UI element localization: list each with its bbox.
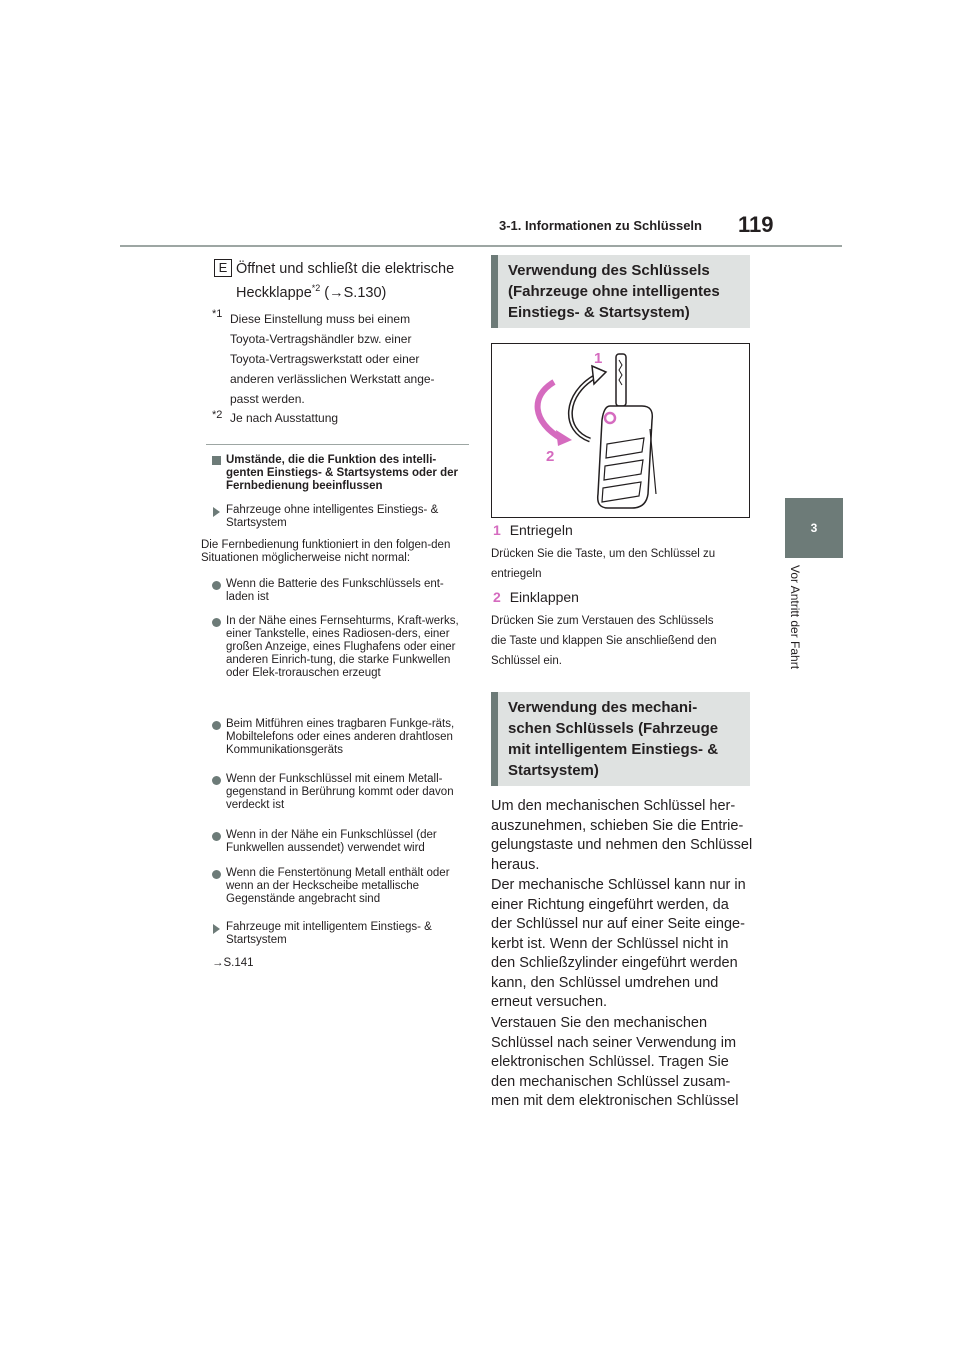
bullet-item: Wenn in der Nähe ein Funkschlüssel (der Funkwellen aussendet) verwendet wird [226, 829, 437, 854]
figure-label-2: 2 [546, 448, 555, 465]
bullet-item: Wenn die Batterie des Funkschlüssels ent-laden ist [226, 578, 444, 603]
step-1: 1 Entriegeln [493, 522, 573, 538]
bullet-icon [212, 870, 221, 879]
fold-arrow-icon [538, 382, 562, 439]
section-title: 3-1. Informationen zu Schlüsseln [499, 218, 702, 233]
paragraph-2: Der mechanische Schlüssel kann nur in einer Richtung eingeführt werden, da der Schlüssel nur auf einer Seite einge-kerbt ist. Wenn der Schlüssel nicht in den Schließzylinder eingeführt werden kann, den Schlüssel umdrehen und erneut versuchen. [491, 877, 746, 1010]
triangle-bullet-icon [213, 924, 220, 934]
bullet-icon [212, 832, 221, 841]
footnote-1: Diese Einstellung muss bei einem Toyota-Vertragshändler bzw. einer Toyota-Vertragswerkstatt oder einer anderen verlässlichen Werkstatt ange- passt werden. [230, 312, 435, 406]
bullet-item: Wenn die Fenstertönung Metall enthält oder wenn an der Heckscheibe metallische Gegenstände angebracht sind [226, 867, 450, 905]
heading-mechanical-key: Verwendung des mechani-schen Schlüssels (Fahrzeuge mit intelligentem Einstiegs- & Startsystem) [491, 692, 750, 786]
triangle-bullet-icon [213, 507, 220, 517]
step-2-desc: Drücken Sie zum Verstauen des Schlüssels die Taste und klappen Sie anschließend den Schlüssel ein. [491, 615, 717, 667]
bullet-icon [212, 776, 221, 785]
page-number: 119 [738, 212, 774, 237]
page-reference: →S.141 [212, 957, 254, 969]
bullet-item: In der Nähe eines Fernsehturms, Kraft-werks, einer Tankstelle, eines Radiosen-ders, einer großen Anzeige, eines Flughafens oder einer anderen Einrich-tung, die starke Funkwellen oder Elek-trorauschen erzeugt [226, 615, 459, 679]
header-rule [120, 245, 842, 247]
bullet-icon [212, 721, 221, 730]
step-1-desc: Drücken Sie die Taste, um den Schlüssel zu entriegeln [491, 548, 716, 580]
item-letter-badge: E [214, 259, 232, 277]
section-divider [206, 444, 469, 445]
item-e-line1: Öffnet und schließt die elektrische [236, 261, 455, 277]
key-fold-illustration [492, 344, 749, 517]
bullet-item: Beim Mitführen eines tragbaren Funkge-räts, Mobiltelefons oder eines anderen drahtlosen Kommunikationsgeräts [226, 718, 455, 756]
heading-key-usage: Verwendung des Schlüssels (Fahrzeuge ohne intelligentes Einstiegs- & Startsystem) [491, 255, 750, 328]
intro-text: Die Fernbedienung funktioniert in den folgen-den Situationen möglicherweise nicht normal: [201, 539, 451, 564]
footnote-2: Je nach Ausstattung [230, 411, 339, 425]
key-blade [616, 354, 626, 406]
bullet-icon [212, 618, 221, 627]
bullet-item: Wenn der Funkschlüssel mit einem Metall-gegenstand in Berührung kommt oder davon verdeckt ist [226, 773, 454, 811]
footnote-mark-1: *1 [212, 308, 223, 320]
paragraph-1: Um den mechanischen Schlüssel her-auszunehmen, schieben Sie die Entrie-gelungstaste und nehmen den Schlüssel heraus. [491, 798, 753, 873]
chapter-tab: 3 [785, 498, 843, 558]
paragraph-3: Verstauen Sie den mechanischen Schlüssel nach seiner Verwendung im elektronischen Schlüssel. Tragen Sie den mechanischen Schlüssel zusam-men mit dem elektronischen Schlüssel [491, 1015, 739, 1109]
chapter-label: Vor Antritt der Fahrt [788, 565, 802, 670]
fold-arrow-head-icon [556, 430, 572, 446]
vehicle-type-2: Fahrzeuge mit intelligentem Einstiegs- & Startsystem [226, 921, 432, 946]
step-2: 2 Einklappen [493, 589, 579, 605]
item-e-line2: Heckklappe$^{*2}$ (→S.130) [236, 283, 387, 301]
bullet-icon [212, 581, 221, 590]
vehicle-type-1: Fahrzeuge ohne intelligentes Einstiegs- & Startsystem [226, 504, 439, 529]
figure-label-1: 1 [594, 350, 603, 367]
footnote-mark-2: *2 [212, 409, 223, 421]
release-button [605, 413, 615, 423]
square-icon [212, 456, 221, 465]
key-figure [491, 343, 750, 518]
